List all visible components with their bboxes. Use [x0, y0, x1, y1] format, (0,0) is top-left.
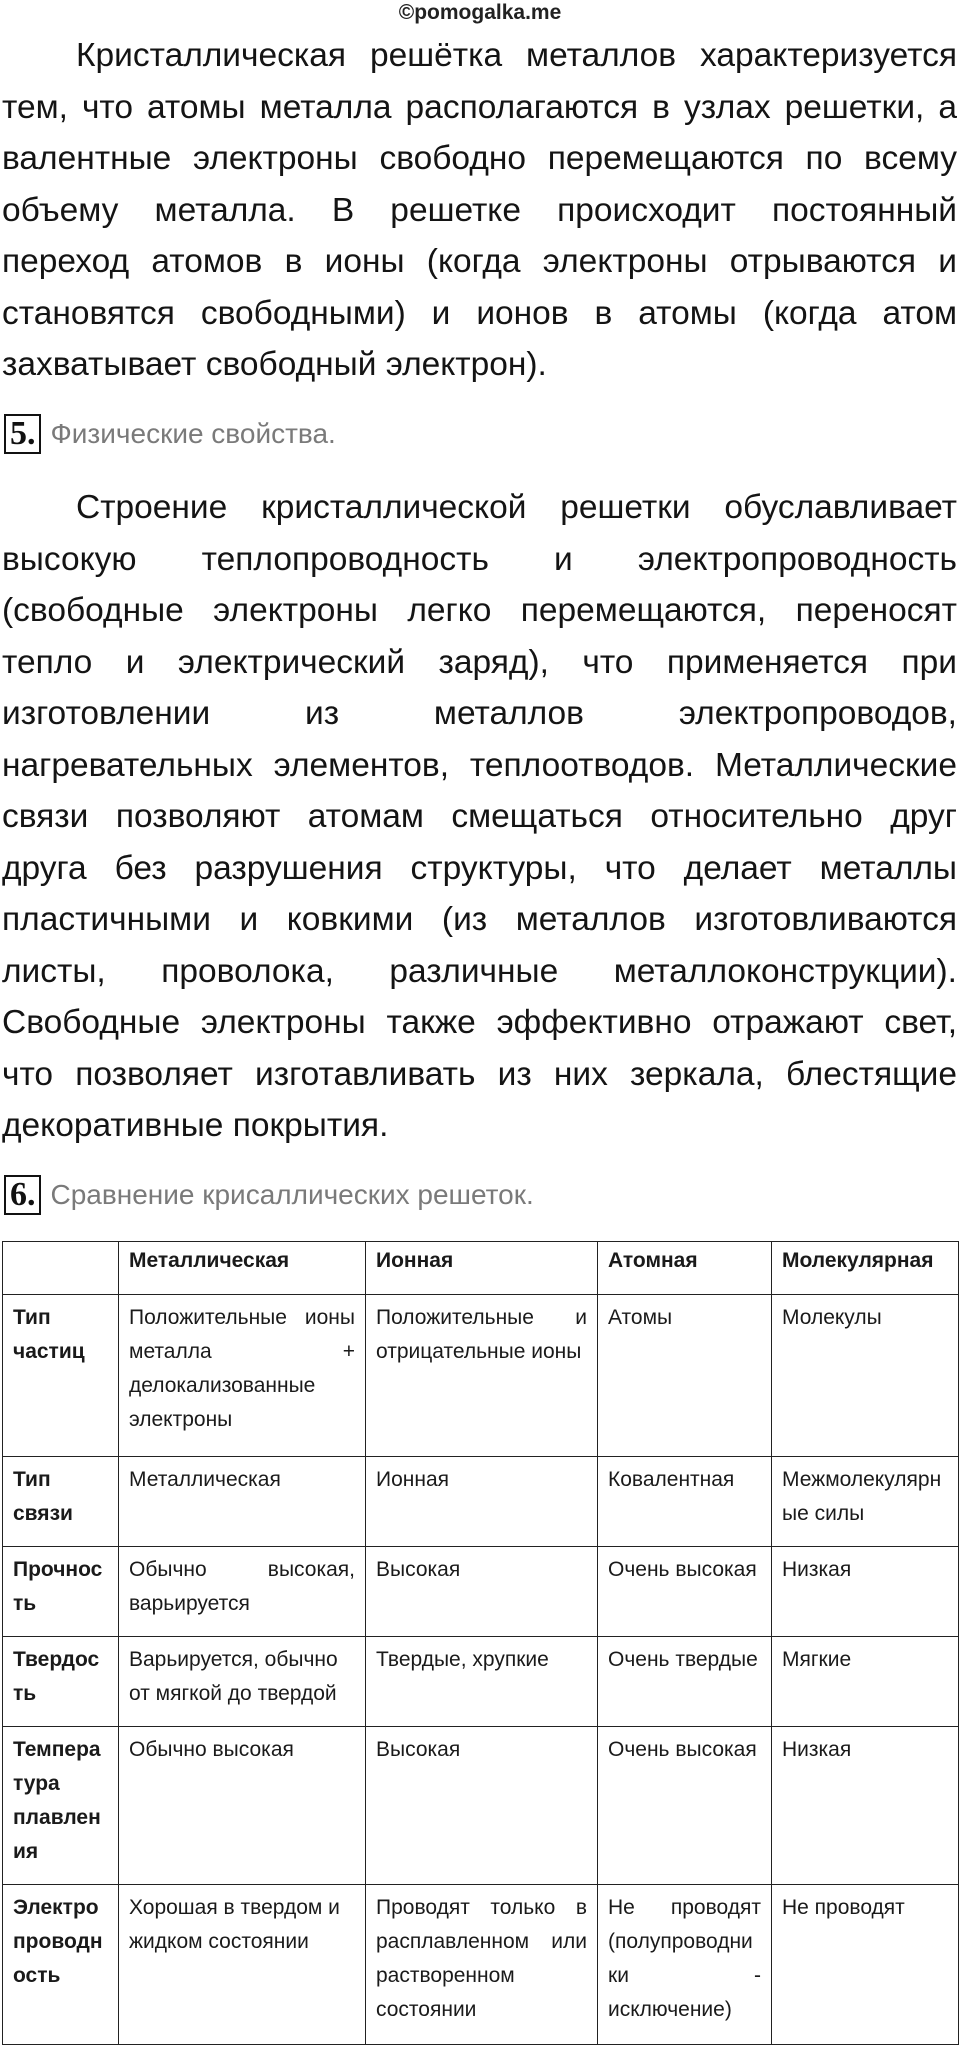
- table-cell: Очень высокая: [598, 1727, 772, 1885]
- table-cell: Твердые, хрупкие: [366, 1637, 598, 1727]
- table-cell: Проводят только в расплавленном или растворенном состоянии: [366, 1885, 598, 2045]
- table-cell: Атомы: [598, 1295, 772, 1457]
- table-cell: Высокая: [366, 1727, 598, 1885]
- watermark: ©pomogalka.me: [398, 1, 562, 24]
- table-cell: Не проводят: [772, 1885, 959, 2045]
- row-header-cell: Температура плавления: [3, 1727, 119, 1885]
- table-cell: Хорошая в твердом и жидком состоянии: [119, 1885, 366, 2045]
- row-header-cell: Тип частиц: [3, 1295, 119, 1457]
- table-row: [3, 1885, 959, 2045]
- row-header-cell: Электропроводность: [3, 1885, 119, 2045]
- table-cell: Ионная: [366, 1457, 598, 1547]
- table-row: [3, 1637, 959, 1727]
- table-header-cell: Ионная: [366, 1242, 598, 1295]
- row-header-cell: Твердость: [3, 1637, 119, 1727]
- table-row: [3, 1457, 959, 1547]
- table-row: [3, 1727, 959, 1885]
- table-header-cell: Атомная: [598, 1242, 772, 1295]
- table-cell: Очень твердые: [598, 1637, 772, 1727]
- paragraph-crystal-lattice: Кристаллическая решётка металлов характеризуется тем, что атомы металла располагаются в узлах решетки, а валентные электроны свободно перемещаются по всему объему металла. В решетке происходит постоянный переход атомов в ионы (когда электроны отрываются и становятся свободными) и ионов в атомы (когда атом захватывает свободный электрон).: [2, 37, 957, 383]
- table-cell: Обычно высокая: [119, 1727, 366, 1885]
- paragraph-physical-properties: Строение кристаллической решетки обуславливает высокую теплопроводность и электропроводность (свободные электроны легко перемещаются, переносят тепло и электрический заряд), что применяется при изготовлении из металлов электропроводов, нагревательных элементов, теплоотводов. Металлические связи позволяют атомам смещаться относительно друг друга без разрушения структуры, что делает металлы пластичными и ковкими (из металлов изготовливаются листы, проволока, различные металлоконструкции). Свободные электроны также эффективно отражают свет, что позволяет изготавливать из них зеркала, блестящие декоративные покрытия.: [2, 489, 957, 1144]
- row-header-cell: Тип связи: [3, 1457, 119, 1547]
- table-cell: Не проводят (полупроводники - исключение): [598, 1885, 772, 2045]
- section-5-title: Физические свойства.: [50, 418, 336, 449]
- table-header-cell: [3, 1242, 119, 1295]
- table-cell: Металлическая: [119, 1457, 366, 1547]
- table-cell: Обычно высокая, варьируется: [119, 1547, 366, 1637]
- table-cell: Варьируется, обычно от мягкой до твердой: [119, 1637, 366, 1727]
- section-5-number: 5.: [4, 414, 41, 454]
- table-cell: Низкая: [772, 1547, 959, 1637]
- table-row: [3, 1295, 959, 1457]
- table-cell: Мягкие: [772, 1637, 959, 1727]
- table-cell: Межмолекулярные силы: [772, 1457, 959, 1547]
- section-6-title: Сравнение крисаллических решеток.: [50, 1179, 534, 1210]
- table-cell: Низкая: [772, 1727, 959, 1885]
- table-cell: Очень высокая: [598, 1547, 772, 1637]
- table-header-cell: Металлическая: [119, 1242, 366, 1295]
- table-cell: Ковалентная: [598, 1457, 772, 1547]
- table-row: [3, 1547, 959, 1637]
- section-5-heading: [4, 412, 336, 456]
- table-cell: Положительные ионы металла + делокализованные электроны: [119, 1295, 366, 1457]
- table-cell: Положительные и отрицательные ионы: [366, 1295, 598, 1457]
- table-header-row: [3, 1242, 959, 1295]
- lattice-comparison-table: [2, 1241, 959, 2045]
- table-cell: Высокая: [366, 1547, 598, 1637]
- row-header-cell: Прочность: [3, 1547, 119, 1637]
- table-cell: Молекулы: [772, 1295, 959, 1457]
- section-6-heading: [4, 1173, 534, 1217]
- table-header-cell: Молекулярная: [772, 1242, 959, 1295]
- section-6-number: 6.: [4, 1175, 41, 1215]
